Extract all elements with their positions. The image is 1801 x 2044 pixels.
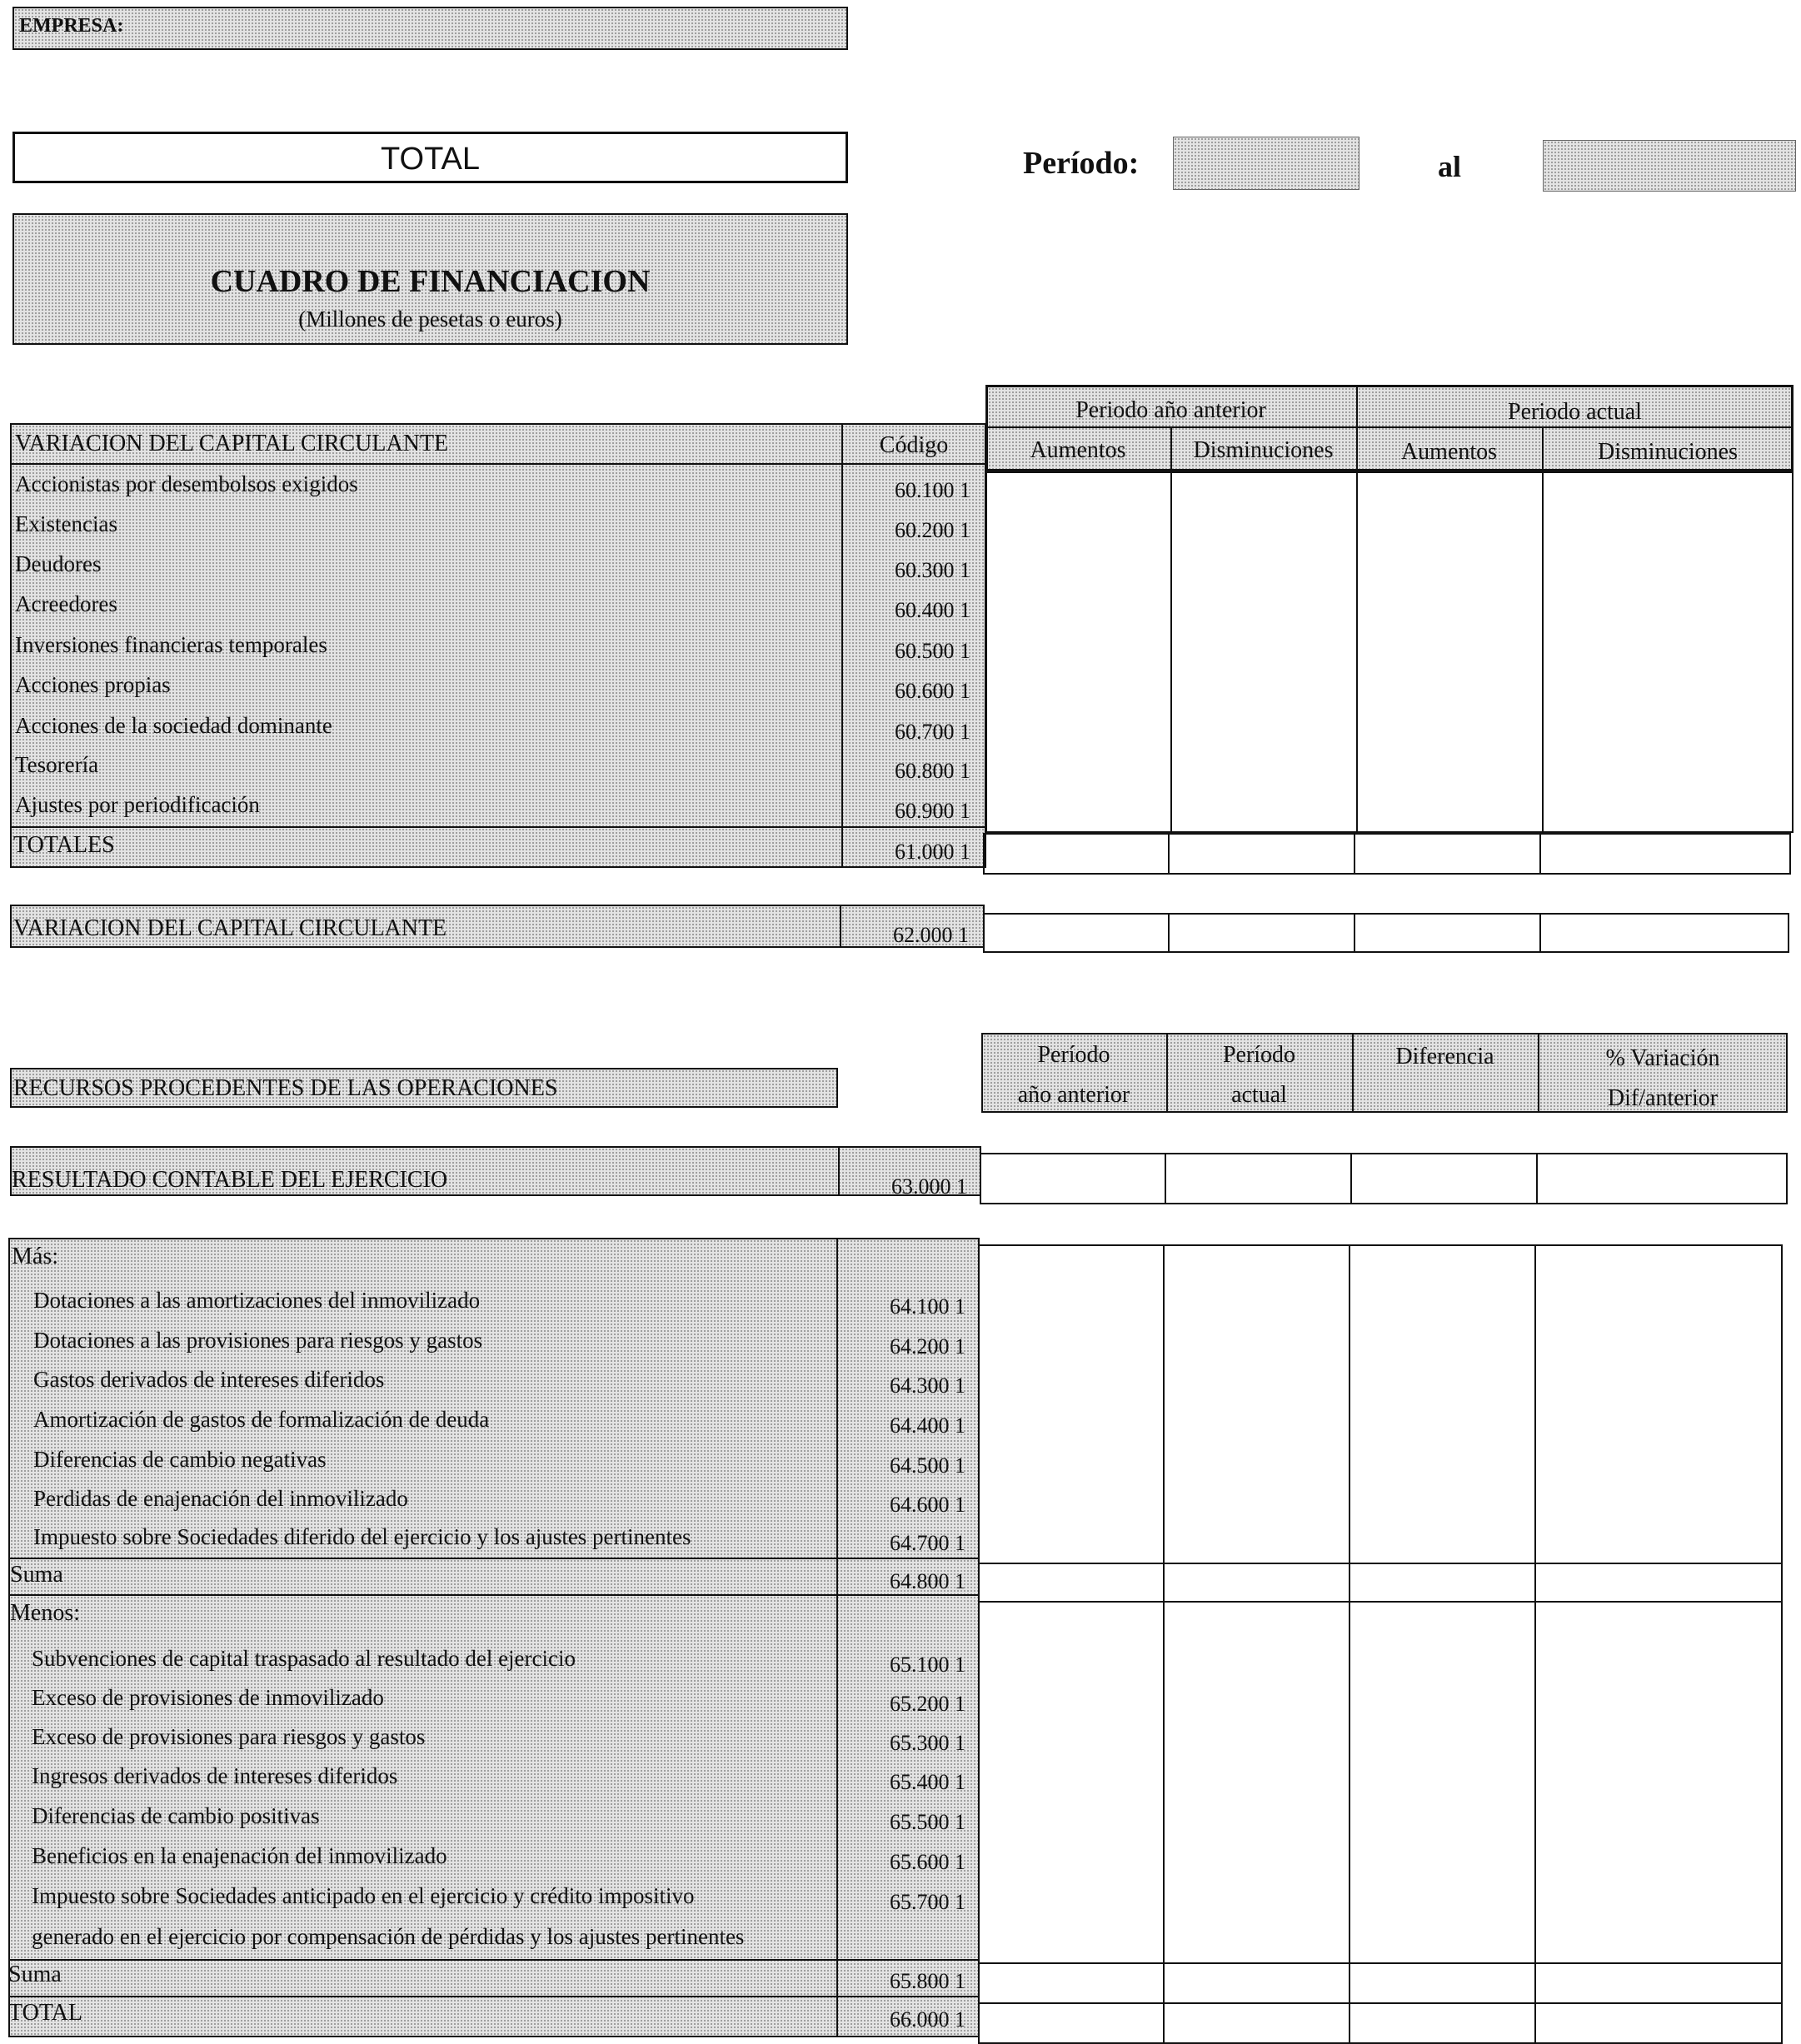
table-row: Acciones propias xyxy=(15,672,171,697)
code-column-header: Código xyxy=(879,432,949,458)
mas-heading: Más: xyxy=(12,1244,58,1269)
row-code: 60.700 1 xyxy=(895,720,970,744)
resultado-code: 63.000 1 xyxy=(891,1174,967,1199)
total-box-label: TOTAL xyxy=(381,142,480,177)
variacion-cells[interactable] xyxy=(983,913,1789,953)
period-separator: al xyxy=(1438,150,1462,183)
totals-label: TOTALES xyxy=(13,832,115,858)
row-code: 65.300 1 xyxy=(890,1731,965,1755)
row-code: 65.500 1 xyxy=(890,1810,965,1834)
title-box xyxy=(12,213,848,345)
recursos-title: RECURSOS PROCEDENTES DE LAS OPERACIONES xyxy=(13,1075,558,1101)
variacion-label: VARIACION DEL CAPITAL CIRCULANTE xyxy=(13,915,447,941)
table-row: Diferencias de cambio negativas xyxy=(33,1447,327,1472)
row-code: 64.500 1 xyxy=(890,1453,965,1478)
header-periodo-actual-2: actual xyxy=(1231,1082,1287,1108)
row-code: 64.600 1 xyxy=(890,1493,965,1517)
header-periodo-ano-anterior-1: Período xyxy=(1037,1042,1110,1068)
row-code: 60.300 1 xyxy=(895,558,970,582)
period-label: Período: xyxy=(1023,146,1140,181)
row-code: 60.200 1 xyxy=(895,518,970,542)
table-row: Existencias xyxy=(15,511,117,536)
variacion-code: 62.000 1 xyxy=(893,923,969,947)
row-code: 64.400 1 xyxy=(890,1413,965,1438)
header-periodo-anterior: Periodo año anterior xyxy=(1075,397,1266,423)
header-periodo-actual: Periodo actual xyxy=(1508,399,1642,425)
page-subtitle: (Millones de pesetas o euros) xyxy=(298,307,562,332)
ajustes-values-grid[interactable] xyxy=(978,1244,1783,2044)
table-row: Perdidas de enajenación del inmovilizado xyxy=(33,1486,408,1511)
empresa-label: EMPRESA: xyxy=(19,15,124,37)
page-title: CUADRO DE FINANCIACION xyxy=(210,264,651,299)
capital-values-grid[interactable] xyxy=(985,471,1794,833)
header-disminuciones-anterior: Disminuciones xyxy=(1193,437,1334,463)
table-row: Acreedores xyxy=(15,591,117,616)
row-code: 60.900 1 xyxy=(895,799,970,823)
table-row: Ajustes por periodificación xyxy=(15,792,260,817)
row-code: 64.100 1 xyxy=(890,1294,965,1319)
header-periodo-actual-1: Período xyxy=(1222,1042,1296,1068)
header-aumentos-anterior: Aumentos xyxy=(1030,437,1126,463)
table-row: Exceso de provisiones para riesgos y gastos xyxy=(32,1724,426,1749)
row-code: 65.400 1 xyxy=(890,1770,965,1794)
table-row: Impuesto sobre Sociedades anticipado en el ejercicio y crédito impositivo xyxy=(32,1883,695,1908)
row-code: 64.200 1 xyxy=(890,1334,965,1359)
capital-totals-cells[interactable] xyxy=(983,833,1791,875)
header-periodo-ano-anterior-2: año anterior xyxy=(1017,1082,1130,1108)
table-row: Beneficios en la enajenación del inmovilizado xyxy=(32,1843,447,1868)
period-start-field[interactable] xyxy=(1173,137,1359,190)
table-row: Impuesto sobre Sociedades diferido del ejercicio y los ajustes pertinentes xyxy=(33,1524,691,1549)
total-box xyxy=(12,132,848,183)
row-code: 65.200 1 xyxy=(890,1692,965,1716)
total-final-label: TOTAL xyxy=(8,2000,83,2026)
totals-code: 61.000 1 xyxy=(895,840,970,864)
row-code: 60.400 1 xyxy=(895,598,970,622)
menos-suma-label: Suma xyxy=(8,1962,62,1987)
table-row: Inversiones financieras temporales xyxy=(15,632,327,657)
menos-heading: Menos: xyxy=(10,1600,80,1626)
row-code: 60.800 1 xyxy=(895,759,970,783)
header-variacion-1: % Variación xyxy=(1605,1045,1720,1071)
row-code: 64.300 1 xyxy=(890,1373,965,1398)
table-row: Amortización de gastos de formalización de deuda xyxy=(33,1407,490,1432)
row-code: 60.500 1 xyxy=(895,639,970,663)
total-final-code: 66.000 1 xyxy=(890,2007,965,2032)
row-code: 65.100 1 xyxy=(890,1653,965,1677)
table-row: Ingresos derivados de intereses diferidos xyxy=(32,1763,398,1788)
menos-suma-code: 65.800 1 xyxy=(890,1969,965,1993)
table-row: Exceso de provisiones de inmovilizado xyxy=(32,1685,384,1710)
table-row: Acciones de la sociedad dominante xyxy=(15,713,332,738)
row-code: 65.600 1 xyxy=(890,1850,965,1874)
table-row: Diferencias de cambio positivas xyxy=(32,1803,320,1828)
mas-suma-label: Suma xyxy=(10,1562,63,1588)
header-disminuciones-actual: Disminuciones xyxy=(1598,439,1738,465)
resultado-cells[interactable] xyxy=(980,1153,1788,1204)
row-code: 60.100 1 xyxy=(895,478,970,502)
table-row: Deudores xyxy=(15,551,102,576)
table-row: Gastos derivados de intereses diferidos xyxy=(33,1367,385,1392)
table-row: Tesorería xyxy=(15,752,99,777)
mas-suma-code: 64.800 1 xyxy=(890,1569,965,1593)
row-code: 60.600 1 xyxy=(895,679,970,703)
header-diferencia: Diferencia xyxy=(1395,1044,1494,1069)
table-row: generado en el ejercicio por compensación de pérdidas y los ajustes pertinentes xyxy=(32,1924,745,1949)
resultado-label: RESULTADO CONTABLE DEL EJERCICIO xyxy=(12,1167,448,1193)
row-code: 64.700 1 xyxy=(890,1531,965,1555)
header-aumentos-actual: Aumentos xyxy=(1400,439,1498,465)
table-row: Dotaciones a las amortizaciones del inmovilizado xyxy=(33,1288,481,1313)
empresa-field[interactable] xyxy=(12,7,848,50)
table-row: Dotaciones a las provisiones para riesgos y gastos xyxy=(33,1328,483,1353)
header-variacion-2: Dif/anterior xyxy=(1607,1085,1719,1111)
table-row: Accionistas por desembolsos exigidos xyxy=(15,471,358,496)
row-code: 65.700 1 xyxy=(890,1890,965,1914)
capital-section-title: VARIACION DEL CAPITAL CIRCULANTE xyxy=(15,431,449,456)
ajustes-label-area xyxy=(8,1238,980,2037)
period-end-field[interactable] xyxy=(1543,140,1796,192)
table-row: Subvenciones de capital traspasado al resultado del ejercicio xyxy=(32,1646,576,1671)
